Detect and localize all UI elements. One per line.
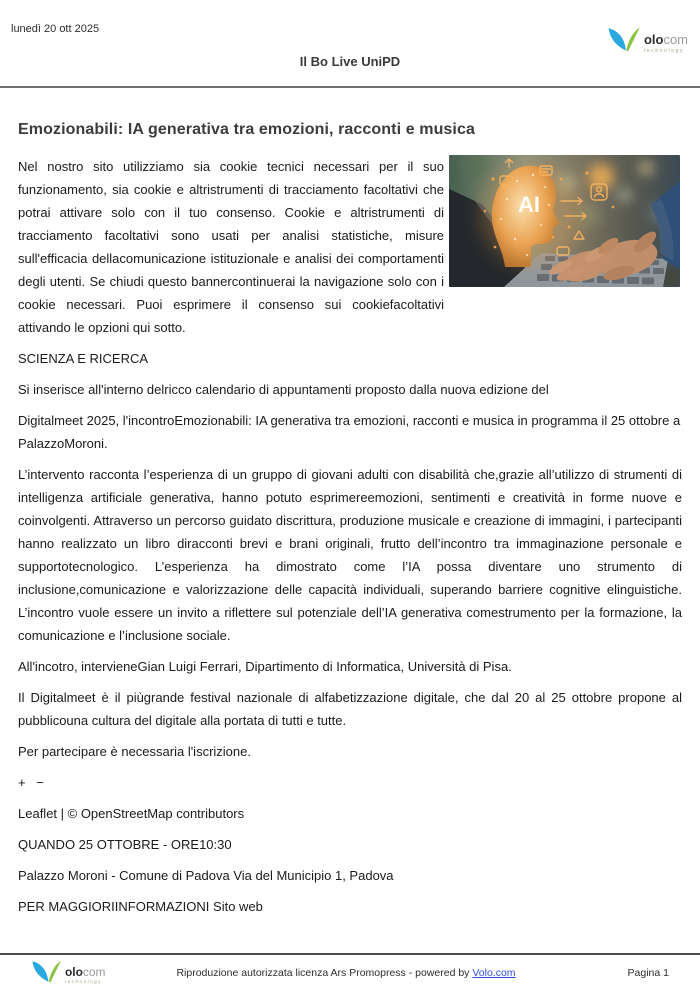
map-zoom-controls	[18, 771, 682, 794]
website-link[interactable]: Sito web	[213, 899, 263, 914]
more-info-label: PER MAGGIORIINFORMAZIONI	[18, 899, 210, 914]
page-number: Pagina 1	[627, 966, 669, 979]
cookie-notice-paragraph: Nel nostro sito utilizziamo sia cookie tecnici necessari per il suo funzionamento, sia cookie e altristrumenti di tracciamento facoltativi che potrai attivare solo con il tuo consenso. Cookie e altristrumenti di tracciamento facoltativi sono usati per analisi statistiche, misure sull'efficacia dellacomunicazione istituzionale e analisi dei comportamenti degli utenti. Se chiudi questo bannercontinuerai la navigazione solo con i cookie necessari. Puoi esprimere il consenso sui cookiefacoltativi attivando le opzioni qui sotto.	[18, 159, 444, 335]
brand-name-light: com	[663, 31, 688, 47]
volocom-footer-logo-text	[65, 964, 106, 986]
speaker-paragraph: All'incotro, intervieneGian Luigi Ferrari, Dipartimento di Informatica, Università di Pisa.	[18, 659, 512, 674]
more-info-line	[18, 895, 682, 918]
publication-date: lunedì 20 ott 2025	[11, 23, 100, 35]
section-label: SCIENZA E RICERCA	[18, 351, 149, 366]
intro-paragraph: Si inserisce all'interno delricco calendario di appuntamenti proposto dalla nuova edizione del	[18, 382, 549, 397]
registration-paragraph: Per partecipare è necessaria l'iscrizione.	[18, 744, 251, 759]
volo-com-link[interactable]: Volo.com	[472, 966, 516, 979]
when-line: QUANDO 25 OTTOBRE - ORE10:30	[18, 837, 232, 852]
story-paragraph: L’intervento racconta l’esperienza di un gruppo di giovani adulti con disabilità che,grazie all’utilizzo di strumenti di intelligenza artificiale generativa, hanno potuto esprimereemozioni, sentimenti e creatività in forme nuove e coinvolgenti. Attraverso un percorso guidato discrittura, produzione musicale e creazione di immagini, i partecipanti hanno realizzato un libro diracconti brevi e brani originali, frutto dell’incontro tra immaginazione personale e supportotecnologico. L’esperienza ha dimostrato come l’IA possa diventare uno strumento di inclusione,comunicazione e valorizzazione delle capacità individuali, superando barriere cognitive elinguistiche. L’incontro vuole essere un invito a riflettere sul potenziale dell’IA generativa comestrumento per la formazione, la comunicazione e l’inclusione sociale.	[18, 467, 682, 643]
volocom-logo-icon	[606, 27, 642, 55]
volocom-logo-text	[644, 32, 688, 56]
lead-section	[18, 155, 682, 339]
brand-tagline: technology	[643, 48, 685, 54]
map-zoom-in-button[interactable]: +	[18, 775, 26, 790]
map-zoom-out-button[interactable]: −	[36, 775, 44, 790]
event-paragraph: Digitalmeet 2025, l'incontroEmozionabili: IA generativa tra emozioni, racconti e musica in programma il 25 ottobre a PalazzoMoroni.	[18, 413, 681, 451]
footer-brand-name-bold: olo	[64, 963, 83, 978]
volocom-footer-logo	[30, 960, 133, 986]
article-image	[449, 155, 680, 287]
page-header	[0, 0, 700, 88]
license-line	[142, 967, 550, 979]
footer-brand-name-light: com	[82, 963, 106, 978]
svg-text:AI: AI	[518, 192, 540, 217]
ai-laptop-photo-illustration	[449, 155, 680, 287]
source-title: Il Bo Live UniPD	[299, 54, 401, 69]
license-text: Riproduzione autorizzata licenza Ars Promopress - powered by	[176, 966, 470, 979]
festival-paragraph: Il Digitalmeet è il piùgrande festival nazionale di alfabetizzazione digitale, che dal 20 al 25 ottobre propone al pubblicouna cultura del digitale alla portata di tutti e tutte.	[18, 690, 682, 728]
volocom-footer-logo-icon	[30, 960, 63, 986]
brand-name-bold: olo	[643, 31, 664, 47]
map-attribution: Leaflet | © OpenStreetMap contributors	[18, 806, 245, 821]
where-line: Palazzo Moroni - Comune di Padova Via del Municipio 1, Padova	[18, 868, 394, 883]
article-title: Emozionabili: IA generativa tra emozioni, racconti e musica	[18, 121, 475, 138]
footer-brand-tagline: technology	[64, 978, 102, 985]
page-footer	[0, 953, 700, 990]
volocom-logo	[606, 27, 688, 55]
